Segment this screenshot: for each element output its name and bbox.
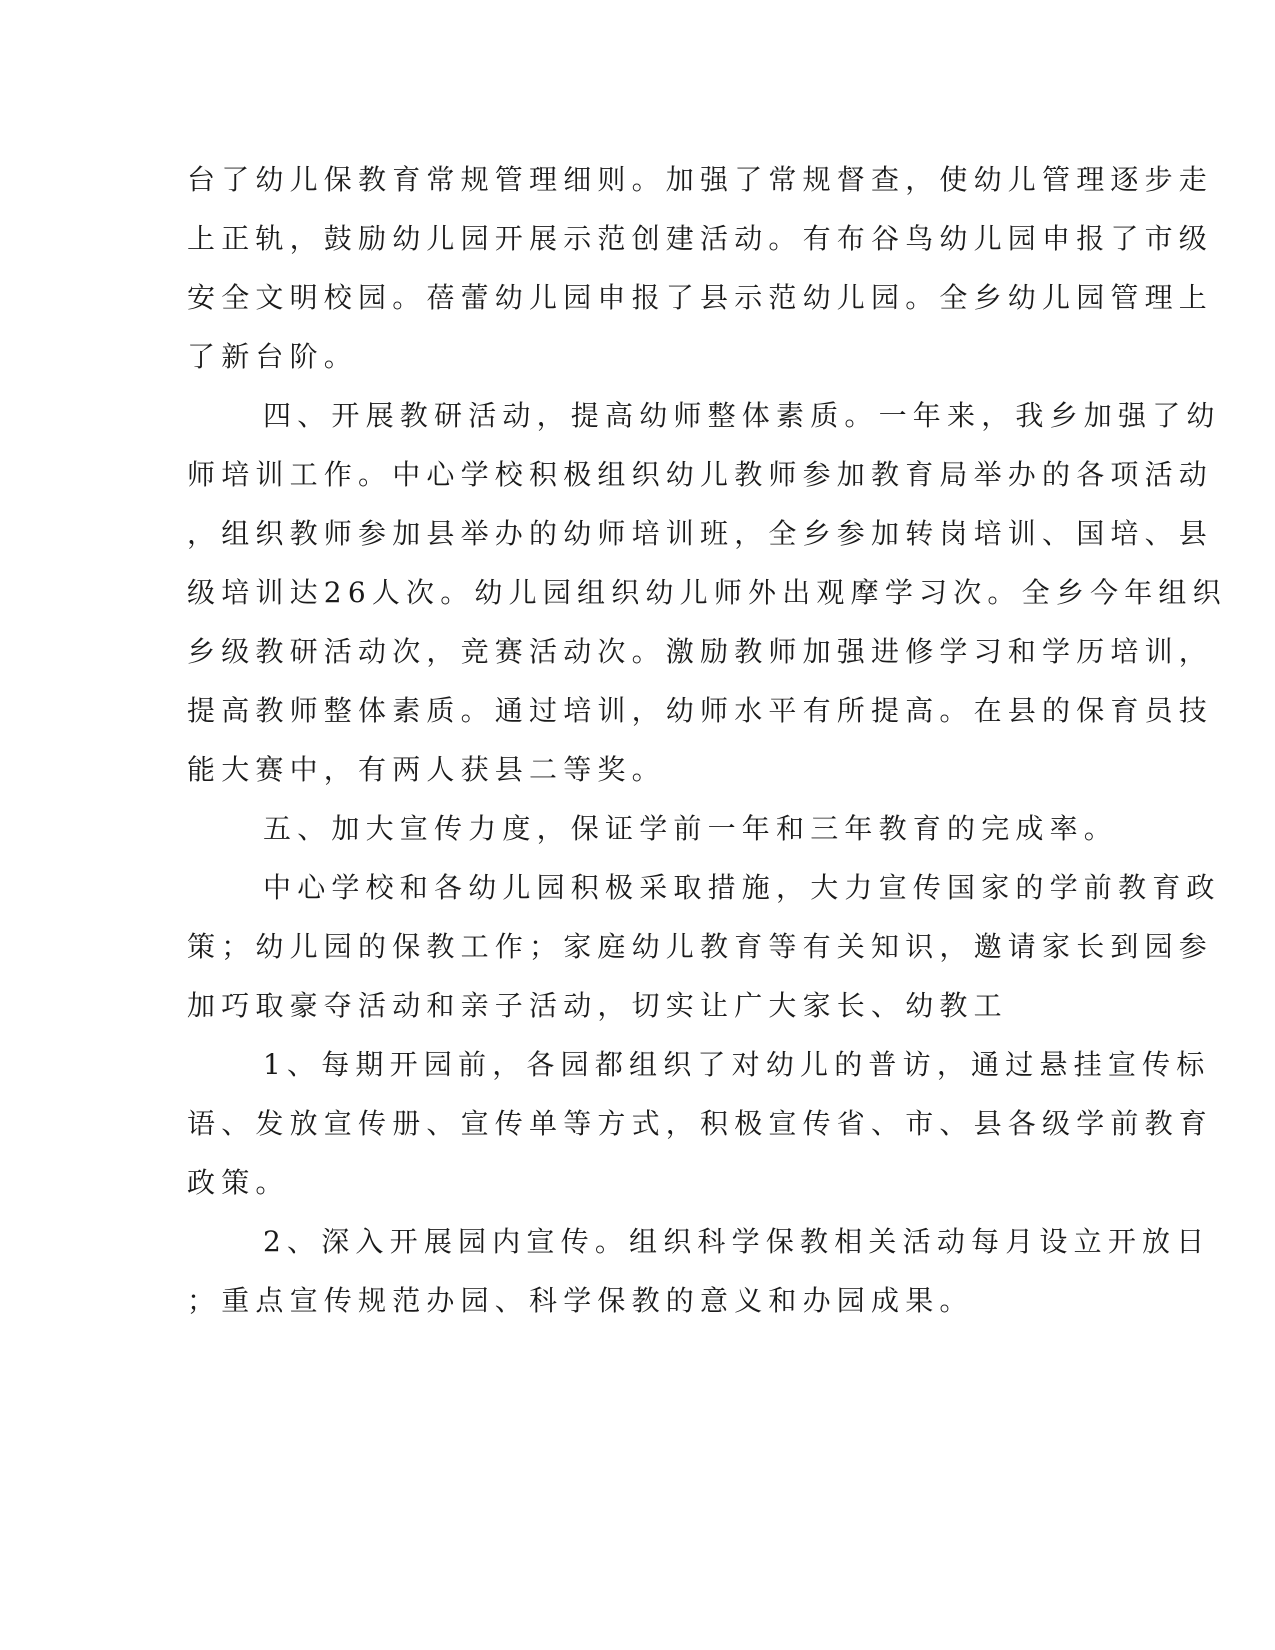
text-line-8: 级培训达26人次。幼儿园组织幼儿师外出观摩学习次。全乡今年组织 xyxy=(187,576,1227,609)
text-line-16: 1、每期开园前，各园都组织了对幼儿的普访，通过悬挂宣传标 xyxy=(263,1048,1211,1081)
text-line-5: 四、开展教研活动，提高幼师整体素质。一年来，我乡加强了幼 xyxy=(263,399,1221,432)
text-line-10: 提高教师整体素质。通过培训，幼师水平有所提高。在县的保育员技 xyxy=(187,694,1214,727)
text-line-20: ；重点宣传规范办园、科学保教的意义和办园成果。 xyxy=(187,1284,974,1317)
text-line-6: 师培训工作。中心学校积极组织幼儿教师参加教育局举办的各项活动 xyxy=(187,458,1214,491)
text-line-11: 能大赛中，有两人获县二等奖。 xyxy=(187,753,666,786)
text-line-9: 乡级教研活动次，竞赛活动次。激励教师加强进修学习和学历培训， xyxy=(187,635,1214,668)
text-line-1: 台了幼儿保教育常规管理细则。加强了常规督查，使幼儿管理逐步走 xyxy=(187,163,1214,196)
text-line-15: 加巧取豪夺活动和亲子活动，切实让广大家长、幼教工 xyxy=(187,989,1008,1022)
text-line-17: 语、发放宣传册、宣传单等方式，积极宣传省、市、县各级学前教育 xyxy=(187,1107,1214,1140)
text-line-18: 政策。 xyxy=(187,1166,290,1199)
text-line-3: 安全文明校园。蓓蕾幼儿园申报了县示范幼儿园。全乡幼儿园管理上 xyxy=(187,281,1214,314)
text-line-14: 策；幼儿园的保教工作；家庭幼儿教育等有关知识，邀请家长到园参 xyxy=(187,930,1214,963)
text-line-13: 中心学校和各幼儿园积极采取措施，大力宣传国家的学前教育政 xyxy=(263,871,1221,904)
text-line-4: 了新台阶。 xyxy=(187,340,359,373)
text-line-7: ，组织教师参加县举办的幼师培训班，全乡参加转岗培训、国培、县 xyxy=(187,517,1214,550)
text-line-2: 上正轨，鼓励幼儿园开展示范创建活动。有布谷鸟幼儿园申报了市级 xyxy=(187,222,1214,255)
text-line-12: 五、加大宣传力度，保证学前一年和三年教育的完成率。 xyxy=(263,812,1119,845)
text-line-19: 2、深入开展园内宣传。组织科学保教相关活动每月设立开放日 xyxy=(263,1225,1211,1258)
